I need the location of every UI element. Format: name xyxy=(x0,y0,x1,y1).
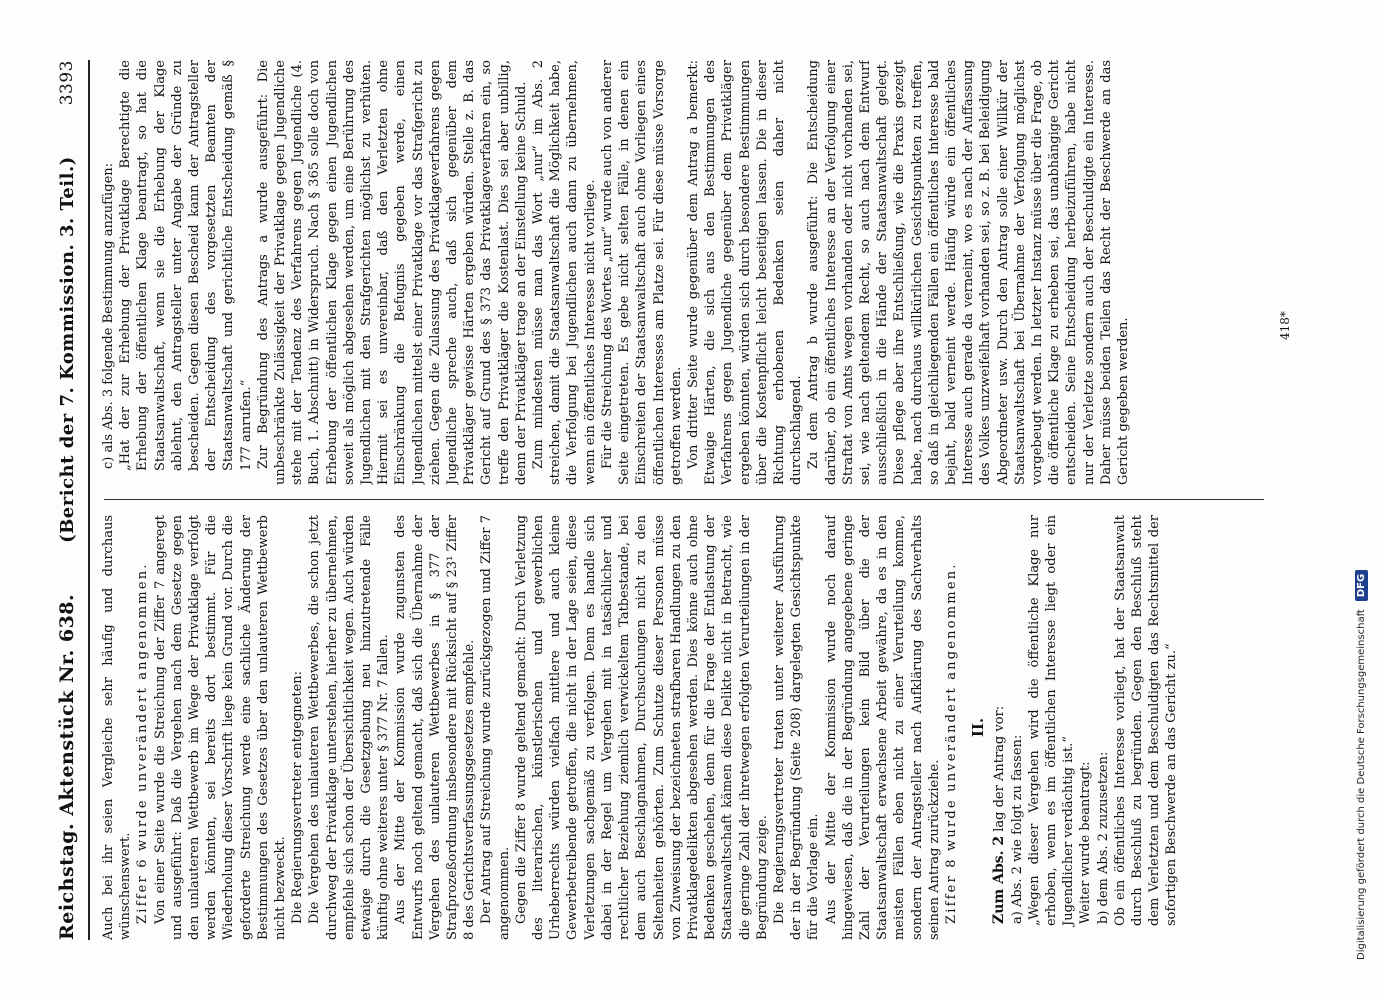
paragraph: Zum mindesten müsse man das Wort „nur“ im Abs. 2 streichen, damit die Staatsanwaltschaft die Möglichkeit habe, die Verfolgung bei Jugendlichen auch dann zu übernehmen, wenn ein öffentliches Interesse nicht vorliege. xyxy=(531,60,598,485)
paragraph: Auch bei ihr seien Vergleiche sehr häufig und durchaus wünschenswert. xyxy=(101,515,134,940)
digitization-text: Digitalisierung gefördert durch die Deutsche Forschungsgemeinschaft xyxy=(1356,609,1367,960)
paragraph: Die Regierungsvertreter traten unter weiterer Ausführung der in der Begründung (Seite 208) dargelegten Gesichtspunkte für die Vorlage ein. xyxy=(771,515,822,940)
left-column xyxy=(100,515,1270,940)
paragraph: Aus der Mitte der Kommission wurde zugunsten des Entwurfs noch geltend gemacht, daß sich die Übernahme der Vergehen des unlauteren Wettbewerbes in § 377 der Strafprozeßordnung insbesondere mit Rücksicht auf § 23¹ Ziffer 8 des Gerichtsverfassungsgesetzes empfehle. xyxy=(393,515,478,940)
paragraph: Gegen die Ziffer 8 wurde geltend gemacht: Durch Verletzung des literarischen, künstlerischen und gewerblichen Urheberrechts würden vielfach mittlere und auch kleine Gewerbetreibende getroffen, die nicht in der Lage seien, diese Verletzungen sachgemäß zu verfolgen. Denn es handle sich dabei in der Regel um Vergehen mit in tatsächlicher und rechtlicher Beziehung ziemlich verwickeltem Tatbestande, bei dem auch Beschlagnahmen, Durchsuchungen nicht zu den Seltenheiten gehörten. Zum Schutze dieser Personen müsse von Zuweisung der bezeichneten strafbaren Handlungen zu den Privatklagedelikten abgesehen werden. Dies könne auch ohne Bedenken geschehen, denn für die Frage der Entlastung der Staatsanwaltschaft kämen diese Delikte nicht in Betracht, wie die geringe Zahl der ihretwegen erfolgten Verurteilungen in der Begründung zeige. xyxy=(513,515,770,940)
section-numeral: II. xyxy=(969,717,988,738)
quoted-text: „Wegen dieser Vergehen wird die öffentliche Klage nur erhoben, wenn es im öffentlichen Interesse liegt oder ein Jugendlicher verdächtig ist.“ xyxy=(1026,515,1077,926)
paragraph: Ziffer 8 wurde unverändert angenommen. xyxy=(943,562,959,924)
digitization-note xyxy=(1355,60,1368,960)
list-item: b) dem Abs. 2 zuzusetzen: xyxy=(1095,751,1111,924)
dfg-logo-icon: DFG xyxy=(1355,570,1368,601)
right-column xyxy=(100,60,1270,485)
paragraph: Weiter wurde beantragt: xyxy=(1078,761,1094,924)
paragraph: Die Regierungsvertreter entgegneten: xyxy=(290,670,306,924)
header-middle: (Bericht der 7. Kommission. 3. Teil.) xyxy=(56,156,78,543)
list-item: c) als Abs. 3 folgende Bestimmung anzufügen: xyxy=(101,162,116,469)
header-rule xyxy=(88,60,90,940)
bold-lead-text: Zum Abs. 2 xyxy=(991,835,1008,924)
header-left: Reichstag. Aktenstück Nr. 638. xyxy=(56,593,78,940)
paragraph: Zum Abs. 2 lag der Antrag vor: xyxy=(991,705,1008,924)
column-divider xyxy=(104,500,1264,501)
paragraph: Ziffer 6 wurde unverändert angenommen. xyxy=(135,562,151,924)
paragraph: Für die Streichung des Wortes „nur“ wurde auch von anderer Seite eingetreten. Es gebe nicht selten Fälle, in denen ein Einschreiten der Staatsanwaltschaft auch ohne Vorliegen eines öffentlichen Interesses am Platze sei. Für diese müsse Vorsorge getroffen werden. xyxy=(599,60,684,485)
paragraph: Zu dem Antrag b wurde ausgeführt: Die Entscheidung darüber, ob ein öffentliches Interesse an der Verfolgung einer Straftat von Amts wegen vorhanden oder nicht vorhanden sei, sei, wie nach geltendem Recht, so auch nach dem Entwurf ausschließlich in die Hände der Staatsanwaltschaft gelegt. Diese pflege aber ihre Entschließung, wie die Praxis gezeigt habe, nach durchaus willkürlichen Gesichtspunkten zu treffen, so daß in gleichliegenden Fällen ein öffentliches Interesse bald bejaht, bald verneint werde. Häufig würde ein öffentliches Interesse auch gerade da verneint, wo es nach der Auffassung des Volkes unzweifelhaft vorhanden sei, so z. B. bei Beleidigung Abgeordneter usw. Durch den Antrag solle einer Willkür der Staatsanwaltschaft bei Übernahme der Verfolgung möglichst vorgebeugt werden. In letzter Instanz müsse über die Frage, ob die öffentliche Klage zu erheben sei, das unabhängige Gericht entscheiden. Seine Entscheidung herbeizuführen, habe nicht nur der Verletzte sondern auch der Beschuldigte ein Interesse. Daher müsse beiden Teilen das Recht der Beschwerde an das Gericht gegeben werden. xyxy=(806,60,1131,485)
paragraph: Von dritter Seite wurde gegenüber dem Antrag a bemerkt: Etwaige Härten, die sich aus den Bestimmungen des Verfahrens gegen Jugendliche gegenüber dem Privatkläger ergeben könnten, würden sich durch besondere Bestimmungen über die Kostenpflicht leicht beseitigen lassen. Die in dieser Richtung erhobenen Bedenken seien daher nicht durchschlagend. xyxy=(685,60,805,485)
text-columns xyxy=(100,60,1270,940)
running-head xyxy=(50,60,84,940)
quoted-text: „Hat der zur Erhebung der Privatklage Berechtigte die Erhebung der öffentlichen Klage beantragt, so hat die Staatsanwaltschaft, wenn sie die Erhebung der Klage ablehnt, den Antragsteller unter Angabe der Gründe zu bescheiden. Gegen diesen Bescheid kann der Antragsteller der Entscheidung des vorgesetzten Beamten der Staatsanwaltschaft und gerichtliche Entscheidung gemäß § 177 anrufen.“ xyxy=(118,60,254,471)
paragraph: Zur Begründung des Antrags a wurde ausgeführt: Die unbeschränkte Zulässigkeit der Privatklage gegen Jugendliche stehe mit der Tendenz des Verfahrens gegen Jugendliche (4. Buch, 1. Abschnitt) in Widerspruch. Nach § 365 solle doch von Erhebung der öffentlichen Klage gegen einen Jugendlichen soweit als möglich abgesehen werden, um eine Berührung des Jugendlichen mit den Strafgerichten möglichst zu verhüten. Hiermit sei es unvereinbar, daß den Verletzten ohne Einschränkung die Befugnis gegeben werde, einen Jugendlichen mittelst einer Privatklage vor das Strafgericht zu ziehen. Gegen die Zulassung des Privatklageverfahrens gegen Jugendliche spreche auch, daß sich gegenüber dem Privatkläger gewisse Härten ergeben würden. Stelle z. B. das Gericht auf Grund des § 373 das Privatklageverfahren ein, so treffe den Privatkläger die Kostenlast. Dies sei aber unbillig, denn der Privatkläger trage an der Einstellung keine Schuld. xyxy=(255,60,529,485)
page-number: 3393 xyxy=(57,60,77,106)
paragraph: Die Vergehen des unlauteren Wettbewerbes, die schon jetzt durchweg der Privatklage unterstehen, hierher zu übernehmen, empfehle sich schon der Übersichtlichkeit wegen. Auch würden etwaige durch die Gesetzgebung neu hinzutretende Fälle künftig ohne weiteres unter § 377 Nr. 7 fallen. xyxy=(307,515,392,940)
paragraph: Der Antrag auf Streichung wurde zurückgezogen und Ziffer 7 angenommen. xyxy=(479,515,512,940)
paragraph: Von einer Seite wurde die Streichung der Ziffer 7 angeregt und ausgeführt: Daß die Vergehen nach dem Gesetze gegen den unlauteren Wettbewerb im Wege der Privatklage verfolgt werden könnten, sei bereits dort bestimmt. Für die Wiederholung dieser Vorschrift liege kein Grund vor. Durch die geforderte Streichung werde eine sachliche Änderung der Bestimmungen des Gesetzes über den unlauteren Wettbewerb nicht bezweckt. xyxy=(152,515,289,940)
list-item: a) Abs. 2 wie folgt zu fassen: xyxy=(1009,734,1025,924)
quoted-text: Ob ein öffentliches Interesse vorliegt, hat der Staatsanwalt durch Beschluß zu begründen. Gegen den Beschluß steht dem Verletzten und dem Beschuldigten das Rechtsmittel der sofortigen Beschwerde an das Gericht zu.“ xyxy=(1112,515,1180,926)
sheet-signature: 418* xyxy=(1278,311,1292,340)
page-content xyxy=(50,60,1292,940)
paragraph: Aus der Mitte der Kommission wurde noch darauf hingewiesen, daß die in der Begründung angegebene geringe Zahl der Verurteilungen kein Bild über die der Staatsanwaltschaft erwachsene Arbeit gewähre, da es in den meisten Fällen eben nicht zu einer Verurteilung komme, sondern der Antragsteller nach Aufklärung des Sachverhalts seinen Antrag zurückziehe. xyxy=(823,515,942,940)
